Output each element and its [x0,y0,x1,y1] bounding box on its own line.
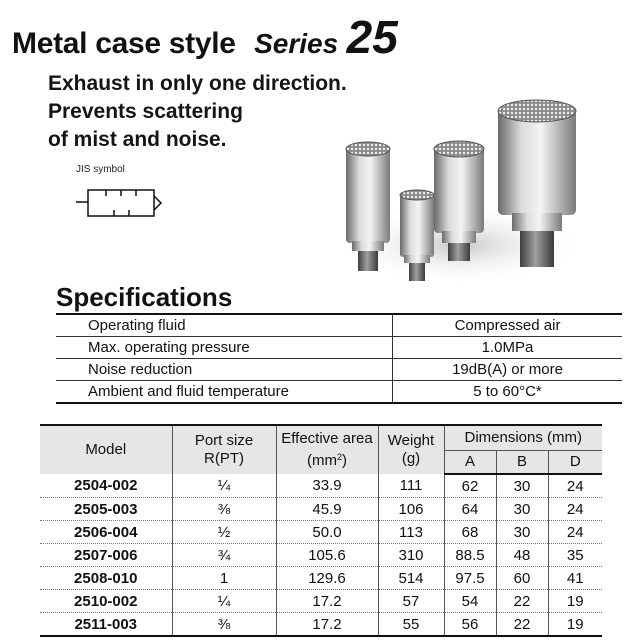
cell-port: ⅜ [172,613,276,637]
cell-dim-d: 19 [548,613,602,637]
cell-dim-a: 54 [444,590,496,613]
model-table [40,424,602,637]
header-weight-line1: Weight [387,432,435,449]
cell-port: ¼ [172,474,276,498]
cell-weight: 113 [378,521,444,544]
specifications-table [56,313,622,404]
cell-dim-d: 19 [548,590,602,613]
spec-value: Compressed air [393,314,623,337]
spec-value: 1.0MPa [393,337,623,359]
spec-row [56,337,622,359]
cell-model: 2508-010 [40,567,172,590]
cell-port: ⅜ [172,498,276,521]
spec-row [56,381,622,404]
unit-end: ) [342,452,347,469]
cell-port: ¼ [172,590,276,613]
cell-area: 17.2 [276,590,378,613]
header-port-size-line2: R(PT) [204,450,244,467]
spec-label: Ambient and fluid temperature [56,381,393,404]
feature-line: of mist and noise. [48,128,227,151]
header-weight [378,425,444,474]
cell-dim-b: 48 [496,544,548,567]
cell-model: 2511-003 [40,613,172,637]
spec-label: Max. operating pressure [56,337,393,359]
cell-port: ¾ [172,544,276,567]
header-port-size [172,425,276,474]
cell-dim-d: 24 [548,498,602,521]
spec-row [56,359,622,381]
header-effective-area [276,425,378,474]
cell-weight: 57 [378,590,444,613]
table-row [40,498,602,521]
cell-port: 1 [172,567,276,590]
cell-area: 105.6 [276,544,378,567]
header-effective-area-line1: Effective area [281,430,373,447]
cell-dim-b: 30 [496,498,548,521]
header-port-size-line1: Port size [194,432,254,449]
product-photo [330,95,600,295]
cell-area: 45.9 [276,498,378,521]
cell-model: 2507-006 [40,544,172,567]
cell-area: 17.2 [276,613,378,637]
spec-value: 5 to 60°C* [393,381,623,404]
header-dimensions: Dimensions (mm) [444,425,602,451]
cell-dim-b: 22 [496,590,548,613]
table-row [40,567,602,590]
header-weight-line2: (g) [401,450,421,467]
title-text: Metal case style [12,27,236,60]
cell-port: ½ [172,521,276,544]
cell-weight: 55 [378,613,444,637]
unit-base: (mm [306,452,337,469]
cell-dim-a: 62 [444,474,496,498]
spec-label: Operating fluid [56,314,393,337]
cell-area: 129.6 [276,567,378,590]
cell-area: 50.0 [276,521,378,544]
cell-weight: 310 [378,544,444,567]
table-row [40,474,602,498]
jis-silencer-symbol-icon [70,176,170,222]
feature-line: Prevents scattering [48,100,243,123]
jis-symbol-label: JIS symbol [76,164,125,175]
cell-area: 33.9 [276,474,378,498]
series-number: 25 [346,11,398,63]
cell-model: 2504-002 [40,474,172,498]
header-dim-b: B [496,451,548,475]
cell-dim-a: 88.5 [444,544,496,567]
spec-label: Noise reduction [56,359,393,381]
cell-dim-a: 68 [444,521,496,544]
table-row [40,613,602,637]
header-model: Model [40,425,172,474]
cell-dim-a: 97.5 [444,567,496,590]
header-effective-area-unit [277,448,378,470]
page-title [12,10,398,64]
spec-row [56,314,622,337]
cell-dim-d: 24 [548,521,602,544]
cell-dim-b: 60 [496,567,548,590]
table-row [40,521,602,544]
cell-weight: 111 [378,474,444,498]
cell-dim-d: 41 [548,567,602,590]
feature-line: Exhaust in only one direction. [48,72,347,95]
cell-model: 2506-004 [40,521,172,544]
specifications-heading: Specifications [56,282,233,312]
cell-model: 2510-002 [40,590,172,613]
cell-dim-d: 24 [548,474,602,498]
header-dim-a: A [444,451,496,475]
unit-superscript: 2 [336,452,342,462]
cell-dim-a: 56 [444,613,496,637]
cell-dim-d: 35 [548,544,602,567]
table-row [40,544,602,567]
cell-model: 2505-003 [40,498,172,521]
header-dim-d: D [548,451,602,475]
cell-dim-b: 22 [496,613,548,637]
cell-dim-b: 30 [496,521,548,544]
cell-weight: 514 [378,567,444,590]
cell-weight: 106 [378,498,444,521]
table-row [40,590,602,613]
cell-dim-a: 64 [444,498,496,521]
spec-value: 19dB(A) or more [393,359,623,381]
cell-dim-b: 30 [496,474,548,498]
series-label: Series [254,28,339,59]
